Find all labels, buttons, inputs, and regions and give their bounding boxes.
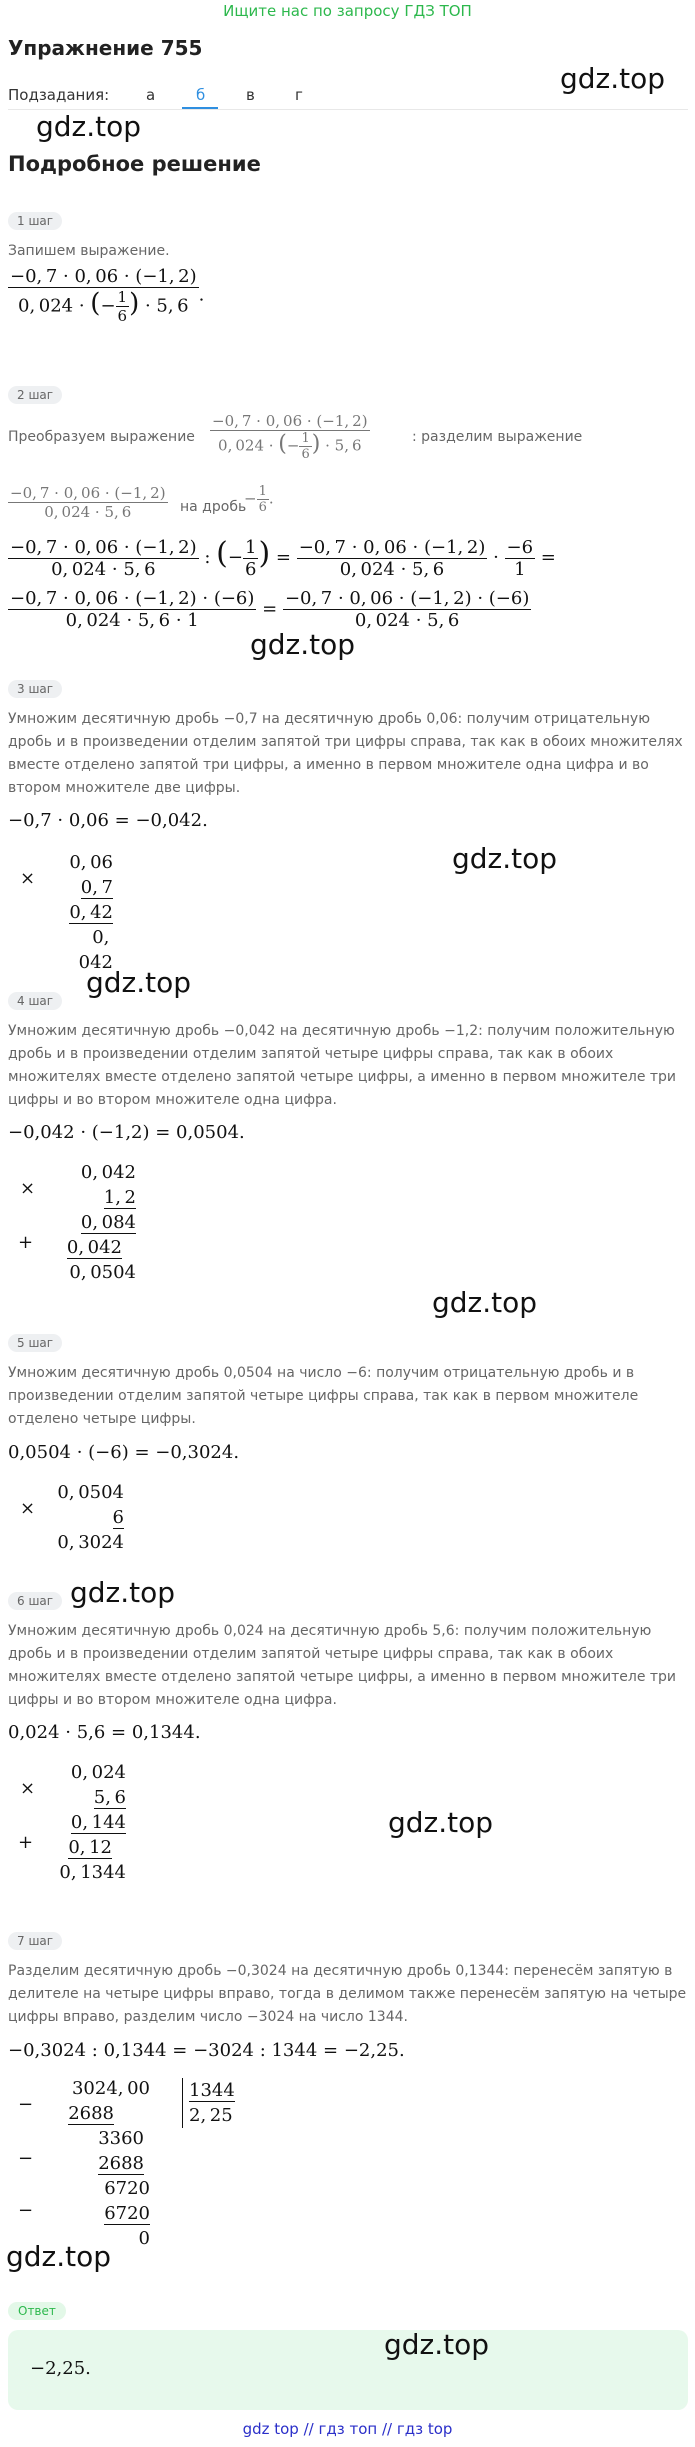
watermark: gdz.top [384,2328,490,2361]
answer-value: −2,25. [30,2358,91,2379]
column-multiplication: 0, 0504 6 0, 3024 [57,1482,124,1553]
multiply-sign: × [20,868,36,889]
step-text: Разделим десятичную дробь −0,3024 на десятичную дробь 0,1344: перенесём запятую в делителе на четыре цифры вправо, тогда в делимом также перенесём запятую на четыре цифры вправо, разделим число −3024 на число 1344. [8,1963,687,2025]
watermark: gdz.top [36,110,142,143]
multiply-sign: × [20,1778,36,1799]
plus-sign: + [18,1832,34,1853]
step-result: 0,024 · 5,6 = 0,1344. [8,1722,201,1743]
minus-sign: − [18,2094,34,2115]
answer-badge: Ответ [8,2302,66,2320]
step-badge: 1 шаг [8,212,62,230]
math-expression: $\frac{-0, 7 \cdot 0, 06 \cdot (-1, 2)}{0, 024 \cdot 5, 6}$ : (− $\frac{1}{6}$ ) = $\frac{-0, 7 \cdot 0, 06 \cdot (-1, 2)}{0, 024 \cdot 5, 6}$ · $\frac{-6}{1}$ = [10,536,556,580]
minus-sign: − [18,2200,34,2221]
watermark: gdz.top [388,1806,494,1839]
step-badge: 3 шаг [8,680,62,698]
step-text: Умножим десятичную дробь 0,0504 на число −6: получим отрицательную дробь и в произведении отделим запятой четыре цифры справа, так как в первом множителе отделено четыре цифры. [8,1365,639,1427]
column-multiplication: 0, 06 0, 7 0, 42 0, 042 [69,852,113,973]
watermark: gdz.top [560,62,666,95]
column-multiplication: 0, 042 1, 2 0, 084 0, 042 0, 0504 [66,1162,136,1283]
search-banner[interactable]: Ищите нас по запросу ГДЗ ТОП [223,2,472,20]
watermark: gdz.top [250,628,356,661]
tab-v[interactable]: в [246,86,255,104]
step-text: Умножим десятичную дробь −0,7 на десятичную дробь 0,06: получим отрицательную дробь и в произведении отделим запятой три цифры справа, так как в обоих множителях вместе отделено запятой три цифры, а именно в первом множителе одна цифра и во втором множителе две цифры. [8,711,683,796]
subtasks-label: Подзадания: [8,86,110,104]
math-expression: $\frac{-0, 7 \cdot 0, 06 \cdot (-1, 2)}{0, 024 \cdot 5, 6}$ [10,484,166,521]
step-text: Умножим десятичную дробь 0,024 на десятичную дробь 5,6: получим положительную дробь и в произведении отделим запятой четыре цифры справа, так как в обоих множителях вместе отделено запятой четыре цифры, а именно в первом множителе три цифры и во втором множителе одна цифра. [8,1623,677,1708]
math-expression: −0, 7 · 0, 06 · (−1, 2) 0, 024 · (− $\frac{1}{6}$ ) · 5, 6 [212,412,368,462]
step-text: : разделим выражение [412,429,583,445]
step-badge: 6 шаг [8,1592,62,1610]
watermark: gdz.top [432,1286,538,1319]
step-badge: 2 шаг [8,386,62,404]
watermark: gdz.top [452,842,558,875]
long-division-divisor: 1344 2, 25 [182,2078,235,2128]
tab-b[interactable]: б [196,86,206,104]
tab-g[interactable]: г [295,86,303,104]
minus-sign: − [18,2148,34,2169]
long-division-dividend: 3024, 00 2688 3360 2688 6720 6720 0 [68,2078,150,2249]
watermark: gdz.top [6,2240,112,2273]
step-badge: 5 шаг [8,1334,62,1352]
step-result: −0,7 · 0,06 = −0,042. [8,810,208,831]
step-result: 0,0504 · (−6) = −0,3024. [8,1442,240,1463]
step-text: на дробь [180,499,247,515]
step-text: Преобразуем выражение [8,429,195,445]
multiply-sign: × [20,1498,36,1519]
step-text: Запишем выражение. [8,243,170,259]
step-text: Умножим десятичную дробь −0,042 на десятичную дробь −1,2: получим положительную дробь и в произведении отделим запятой четыре цифры справа, так как в обоих множителях вместе отделено запятой четыре цифры, а именно в первом множителе три цифры и во втором множителе одна цифра. [8,1023,677,1108]
math-expression: − $\frac{1}{6}$ . [244,484,274,515]
step-badge: 7 шаг [8,1932,62,1950]
step-result: −0,042 · (−1,2) = 0,0504. [8,1122,245,1143]
math-expression: $\frac{-0, 7 \cdot 0, 06 \cdot (-1, 2) \cdot (-6)}{0, 024 \cdot 5, 6 \cdot 1}$ = $\frac{-0, 7 \cdot 0, 06 \cdot (-1, 2) \cdot (-6)}{0, 024 \cdot 5, 6}$ [10,588,530,631]
active-tab-indicator [182,107,218,109]
section-title: Подробное решение [8,152,261,176]
math-expression: −0, 7 · 0, 06 · (−1, 2) 0, 024 · (− $\frac{1}{6}$ ) · 5, 6 . [10,266,205,325]
watermark: gdz.top [86,966,192,999]
step-badge: 4 шаг [8,992,62,1010]
step-result: −0,3024 : 0,1344 = −3024 : 1344 = −2,25. [8,2040,405,2061]
multiply-sign: × [20,1178,36,1199]
page-title: Упражнение 755 [8,36,203,60]
footer-links[interactable]: gdz top // гдз топ // гдз top [242,2420,453,2438]
answer-box [8,2330,688,2410]
tab-a[interactable]: а [146,86,156,104]
plus-sign: + [18,1232,34,1253]
column-multiplication: 0, 024 5, 6 0, 144 0, 12 0, 1344 [59,1762,126,1883]
watermark: gdz.top [70,1576,176,1609]
